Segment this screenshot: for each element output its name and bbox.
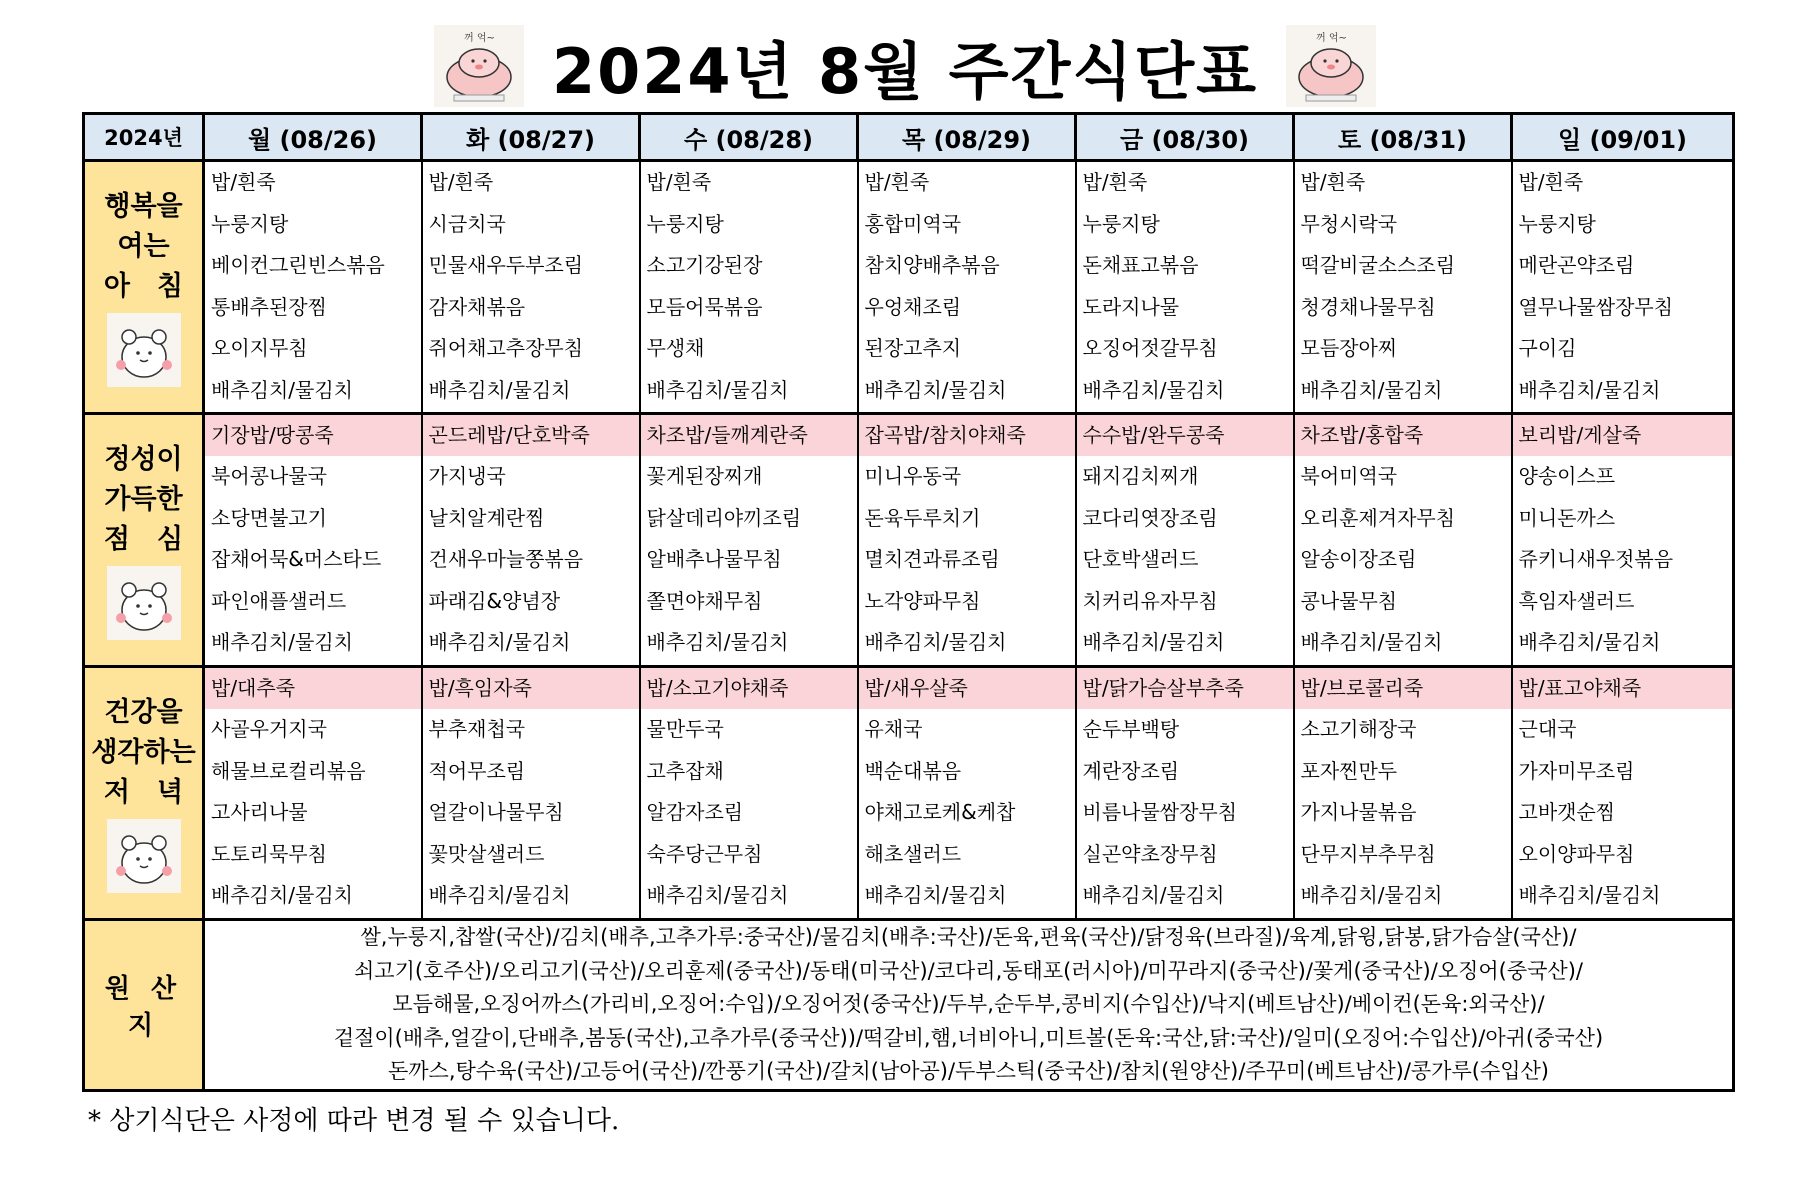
breakfast-day-cell	[204, 161, 422, 414]
side-dish: 야채고로케&케찹	[864, 800, 1016, 825]
side-dish: 배추김치/물김치	[211, 630, 353, 655]
side-dish: 근대국	[1518, 717, 1577, 742]
footnote: * 상기식단은 사정에 따라 변경 될 수 있습니다.	[88, 1106, 620, 1136]
side-dish: 무생채	[646, 336, 705, 360]
side-dish: 떡갈비굴소스조림	[1300, 253, 1456, 277]
svg-text:꺼 억~: 꺼 억~	[1316, 33, 1347, 44]
side-dish: 가자미무조림	[1518, 758, 1635, 783]
side-dish: 된장고추지	[864, 336, 962, 360]
side-dish: 실곤약초장무침	[1082, 841, 1218, 866]
meal-label-line: 점 심	[103, 523, 184, 555]
side-dish: 북어콩나물국	[211, 464, 327, 489]
side-dish: 배추김치/물김치	[1300, 630, 1443, 655]
side-dish: 배추김치/물김치	[1082, 883, 1225, 908]
side-dish: 미니돈까스	[1518, 505, 1616, 530]
lunch-day-cell	[1076, 413, 1294, 666]
meal-label-line: 가득한	[104, 483, 183, 515]
day-header: 토 (08/31)	[1294, 114, 1512, 161]
side-dish: 구이김	[1518, 336, 1577, 360]
breakfast-day-cell	[640, 161, 858, 414]
side-dish: 돼지김치찌개	[1082, 464, 1199, 489]
side-dish: 누룽지탕	[211, 211, 289, 236]
side-dish: 배추김치/물김치	[864, 883, 1007, 908]
side-dish: 열무나물쌈장무침	[1518, 294, 1674, 319]
page-title: 2024년 8월 주간식단표	[551, 34, 1259, 108]
meal-label-line: 여는	[117, 230, 170, 262]
breakfast-day-cell	[1076, 161, 1294, 414]
side-dish: 잡채어묵&머스타드	[211, 547, 382, 572]
side-dish: 참치양배추볶음	[864, 253, 1000, 277]
side-dish: 백순대볶음	[864, 758, 962, 783]
origin-line: 쌀,누룽지,찹쌀(국산)/김치(배추,고추가루:중국산)/물김치(배추:국산)/돈육,편육(국산)/닭정육(브라질)/육계,닭윙,닭봉,닭가슴살(국산)/	[360, 925, 1577, 950]
dinner-day-cell	[422, 666, 640, 919]
side-dish: 멸치견과류조림	[864, 547, 1000, 572]
side-dish: 배추김치/물김치	[211, 883, 353, 908]
year-header: 2024년	[84, 114, 204, 161]
side-dish: 모듬장아찌	[1300, 336, 1398, 360]
side-dish: 배추김치/물김치	[1082, 630, 1225, 655]
breakfast-label	[84, 161, 204, 414]
side-dish: 배추김치/물김치	[1300, 883, 1443, 908]
side-dish: 쫄면야채무침	[646, 588, 763, 613]
breakfast-day-cell	[1512, 161, 1734, 414]
meal-label-line: 정성이	[104, 443, 183, 475]
side-dish: 콩나물무침	[1300, 588, 1398, 613]
side-dish: 소고기강된장	[646, 253, 763, 277]
dinner-day-cell	[640, 666, 858, 919]
side-dish: 비름나물쌈장무침	[1082, 800, 1238, 825]
side-dish: 고바갯순찜	[1518, 800, 1616, 825]
side-dish: 닭살데리야끼조림	[646, 505, 802, 530]
side-dish: 노각양파무침	[864, 588, 981, 613]
breakfast-day-cell	[858, 161, 1076, 414]
side-dish: 도토리묵무침	[211, 841, 327, 866]
side-dish: 청경채나물무침	[1300, 294, 1436, 319]
main-dish: 밥/흰죽	[211, 170, 276, 194]
side-dish: 소당면불고기	[211, 505, 327, 530]
side-dish: 알감자조림	[646, 800, 744, 825]
main-dish: 보리밥/게살죽	[1513, 415, 1733, 457]
side-dish: 배추김치/물김치	[1518, 883, 1661, 908]
side-dish: 배추김치/물김치	[1300, 377, 1443, 402]
side-dish: 단무지부추무침	[1300, 841, 1436, 866]
side-dish: 북어미역국	[1300, 464, 1398, 489]
side-dish: 단호박샐러드	[1082, 547, 1199, 572]
origin-row	[84, 919, 1734, 1090]
side-dish: 쥐어채고추장무침	[428, 336, 584, 360]
main-dish: 밥/브로콜리죽	[1295, 668, 1511, 710]
svg-text:꺼 억~: 꺼 억~	[463, 33, 495, 44]
main-dish: 밥/표고야채죽	[1513, 668, 1733, 710]
side-dish: 해물브로컬리볶음	[211, 758, 366, 783]
main-dish: 밥/흑임자죽	[423, 668, 639, 710]
side-dish: 누룽지탕	[646, 211, 724, 236]
mascot-bear-icon	[107, 819, 181, 893]
lunch-day-cell	[640, 413, 858, 666]
main-dish: 밥/흰죽	[1082, 170, 1148, 194]
lunch-day-cell	[1512, 413, 1734, 666]
main-dish: 밥/새우살죽	[859, 668, 1075, 710]
dinner-label	[84, 666, 204, 919]
side-dish: 배추김치/물김치	[211, 377, 353, 402]
day-header: 목 (08/29)	[858, 114, 1076, 161]
side-dish: 배추김치/물김치	[864, 630, 1007, 655]
side-dish: 해초샐러드	[864, 841, 962, 866]
side-dish: 치커리유자무침	[1082, 588, 1218, 613]
lunch-label	[84, 413, 204, 666]
main-dish: 차조밥/홍합죽	[1295, 415, 1511, 457]
meal-label-line: 아 침	[103, 270, 184, 302]
mascot-bear-icon	[107, 313, 181, 387]
origin-line: 쇠고기(호주산)/오리고기(국산)/오리훈제(중국산)/동태(미국산)/코다리,동태포(러시아)/미꾸라지(중국산)/꽃게(중국산)/오징어(중국산)/	[354, 958, 1583, 983]
side-dish: 도라지나물	[1082, 294, 1180, 319]
dinner-day-cell	[1294, 666, 1512, 919]
side-dish: 배추김치/물김치	[1518, 630, 1661, 655]
dinner-day-cell	[858, 666, 1076, 919]
main-dish: 밥/흰죽	[1300, 170, 1366, 194]
lunch-row	[84, 413, 1734, 666]
side-dish: 배추김치/물김치	[864, 377, 1007, 402]
side-dish: 양송이스프	[1518, 464, 1616, 489]
side-dish: 꽃게된장찌개	[646, 464, 763, 489]
side-dish: 쥬키니새우젓볶음	[1518, 547, 1674, 572]
side-dish: 감자채볶음	[428, 294, 526, 319]
side-dish: 우엉채조림	[864, 294, 962, 319]
side-dish: 오이양파무침	[1518, 841, 1635, 866]
side-dish: 통배추된장찜	[211, 294, 327, 319]
side-dish: 순두부백탕	[1082, 717, 1180, 742]
main-dish: 수수밥/완두콩죽	[1077, 415, 1293, 457]
side-dish: 가지나물볶음	[1300, 800, 1417, 825]
main-dish: 밥/흰죽	[1518, 170, 1584, 194]
dinner-day-cell	[1512, 666, 1734, 919]
breakfast-day-cell	[1294, 161, 1512, 414]
side-dish: 모듬어묵볶음	[646, 294, 763, 319]
side-dish: 숙주당근무침	[646, 841, 763, 866]
side-dish: 날치알계란찜	[428, 505, 545, 530]
dinner-day-cell	[1076, 666, 1294, 919]
mascot-bear-icon	[107, 566, 181, 640]
day-header: 월 (08/26)	[204, 114, 422, 161]
side-dish: 누룽지탕	[1518, 211, 1596, 236]
side-dish: 배추김치/물김치	[646, 883, 789, 908]
meal-label-line: 생각하는	[91, 736, 196, 768]
main-dish: 잡곡밥/참치야채죽	[859, 415, 1075, 457]
breakfast-day-cell	[422, 161, 640, 414]
main-dish: 기장밥/땅콩죽	[205, 415, 421, 457]
side-dish: 배추김치/물김치	[646, 630, 789, 655]
side-dish: 홍합미역국	[864, 211, 962, 236]
main-dish: 밥/닭가슴살부추죽	[1077, 668, 1293, 710]
side-dish: 포자찐만두	[1300, 758, 1398, 783]
side-dish: 배추김치/물김치	[428, 630, 571, 655]
side-dish: 배추김치/물김치	[1082, 377, 1225, 402]
main-dish: 밥/흰죽	[646, 170, 712, 194]
meal-label-line: 건강을	[104, 696, 183, 728]
day-header: 금 (08/30)	[1076, 114, 1294, 161]
side-dish: 얼갈이나물무침	[428, 800, 564, 825]
meal-label-line: 저 녁	[103, 776, 184, 808]
lunch-day-cell	[204, 413, 422, 666]
side-dish: 배추김치/물김치	[646, 377, 789, 402]
side-dish: 유채국	[864, 717, 923, 742]
day-header: 일 (09/01)	[1512, 114, 1734, 161]
side-dish: 메란곤약조림	[1518, 253, 1635, 277]
side-dish: 돈육두루치기	[864, 505, 981, 530]
mascot-burp-icon	[1286, 25, 1376, 107]
side-dish: 무청시락국	[1300, 211, 1398, 236]
side-dish: 오리훈제겨자무침	[1300, 505, 1456, 530]
side-dish: 돈채표고볶음	[1082, 253, 1199, 277]
side-dish: 베이컨그린빈스볶음	[211, 253, 385, 277]
meal-label-line: 행복을	[104, 190, 183, 222]
side-dish: 소고기해장국	[1300, 717, 1417, 742]
side-dish: 파래김&양념장	[428, 588, 561, 613]
main-dish: 곤드레밥/단호박죽	[423, 415, 639, 457]
main-dish: 밥/흰죽	[864, 170, 930, 194]
lunch-day-cell	[858, 413, 1076, 666]
dinner-row	[84, 666, 1734, 919]
dinner-day-cell	[204, 666, 422, 919]
origin-line: 겉절이(배추,얼갈이,단배추,봄동(국산),고추가루(중국산))/떡갈비,햄,너비아니,미트볼(돈육:국산,닭:국산)/일미(오징어:수입산)/아귀(중국산)	[333, 1025, 1604, 1050]
side-dish: 고사리나물	[211, 800, 308, 825]
header-row	[84, 114, 1734, 161]
weekly-menu-table	[82, 112, 1735, 1092]
side-dish: 흑임자샐러드	[1518, 588, 1635, 613]
mascot-burp-icon	[434, 25, 524, 107]
side-dish: 알송이장조림	[1300, 547, 1417, 572]
side-dish: 미니우동국	[864, 464, 962, 489]
side-dish: 누룽지탕	[1082, 211, 1160, 236]
day-header: 화 (08/27)	[422, 114, 640, 161]
side-dish: 오징어젓갈무침	[1082, 336, 1218, 360]
side-dish: 부추재첩국	[428, 717, 526, 742]
side-dish: 꽃맛살샐러드	[428, 841, 545, 866]
origin-line: 돈까스,탕수육(국산)/고등어(국산)/깐풍기(국산)/갈치(남아공)/두부스틱(중국산)/참치(원양산)/주꾸미(베트남산)/콩가루(수입산)	[387, 1059, 1549, 1084]
main-dish: 차조밥/들깨계란죽	[641, 415, 857, 457]
side-dish: 물만두국	[646, 717, 724, 742]
lunch-day-cell	[422, 413, 640, 666]
lunch-day-cell	[1294, 413, 1512, 666]
main-dish: 밥/소고기야채죽	[641, 668, 857, 710]
side-dish: 사골우거지국	[211, 717, 327, 742]
origin-label: 원 산 지	[84, 919, 204, 1090]
side-dish: 코다리엿장조림	[1082, 505, 1218, 530]
side-dish: 가지냉국	[428, 464, 506, 489]
side-dish: 민물새우두부조림	[428, 253, 584, 277]
side-dish: 시금치국	[428, 211, 506, 236]
side-dish: 배추김치/물김치	[1518, 377, 1661, 402]
origin-info	[204, 919, 1734, 1090]
side-dish: 배추김치/물김치	[428, 377, 571, 402]
side-dish: 적어무조림	[428, 758, 526, 783]
main-dish: 밥/대추죽	[205, 668, 421, 710]
main-dish: 밥/흰죽	[428, 170, 494, 194]
side-dish: 파인애플샐러드	[211, 588, 347, 613]
origin-line: 모듬해물,오징어까스(가리비,오징어:수입)/오징어젓(중국산)/두부,순두부,콩비지(수입산)/낙지(베트남산)/베이컨(돈육:외국산)/	[392, 992, 1545, 1017]
day-header: 수 (08/28)	[640, 114, 858, 161]
side-dish: 배추김치/물김치	[428, 883, 571, 908]
side-dish: 알배추나물무침	[646, 547, 782, 572]
breakfast-row	[84, 161, 1734, 414]
title-row	[0, 22, 1810, 110]
side-dish: 오이지무침	[211, 336, 308, 360]
side-dish: 계란장조림	[1082, 758, 1180, 783]
side-dish: 건새우마늘쫑볶음	[428, 547, 584, 572]
side-dish: 고추잡채	[646, 758, 724, 783]
